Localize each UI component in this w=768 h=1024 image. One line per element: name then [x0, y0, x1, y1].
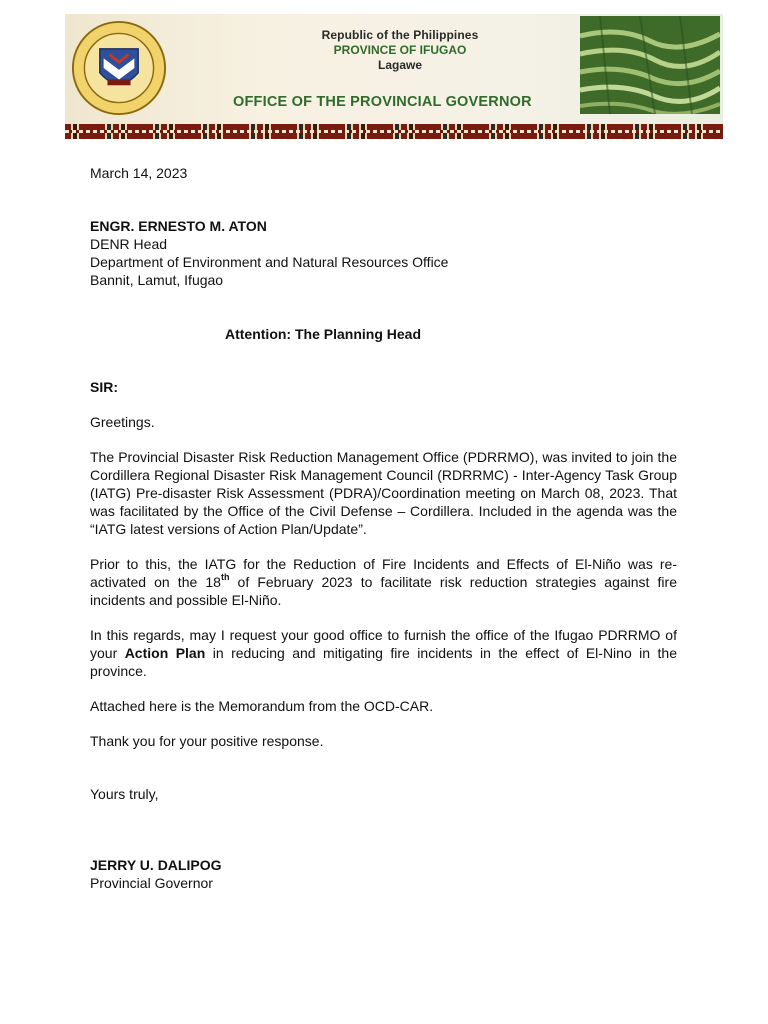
recipient-address: Bannit, Lamut, Ifugao — [90, 272, 224, 288]
letterhead — [65, 14, 723, 140]
letterhead-text — [235, 28, 565, 72]
ordinal-suffix: th — [220, 572, 230, 583]
paragraph-5: Thank you for your positive response. — [90, 733, 324, 749]
province-line: PROVINCE OF IFUGAO — [333, 43, 467, 57]
tribal-pattern-border — [65, 124, 723, 139]
republic-line: Republic of the Philippines — [321, 28, 479, 42]
paragraph-1: The Provincial Disaster Risk Reduction Management Office (PDRRMO), was invited to join the Cordillera Regional Disaster Risk Management Council (RDRRMC) - Inter-Agency Task Group (IATG) Pre-disaster Risk Assessment (PDRA)/Coordination meeting on March 08, 2023. That was facilitated by the Office of the Civil Defense – Cordillera. Included in the agenda was the “IATG latest versions of Action Plan/Update”. — [90, 449, 677, 537]
paragraph-4: Attached here is the Memorandum from the OCD-CAR. — [90, 698, 434, 714]
letter-date: March 14, 2023 — [90, 165, 188, 181]
recipient-name: ENGR. ERNESTO M. ATON — [90, 218, 267, 234]
closing: Yours truly, — [90, 786, 159, 802]
letter-body — [90, 164, 677, 892]
paragraph-2 — [90, 555, 677, 609]
paragraph-2-part-a: Prior to this, the IATG for the Reduction of Fire Incidents and Effects of El-Niño was re-activated on the 18 — [90, 556, 677, 590]
paragraph-2-part-b: of February 2023 to facilitate risk reduction strategies against fire incidents and possible El-Niño. — [90, 574, 677, 608]
provincial-seal-logo — [71, 20, 167, 116]
rice-terraces-photo — [580, 16, 720, 114]
attention-line: Attention: The Planning Head — [225, 326, 421, 342]
greeting: Greetings. — [90, 414, 155, 430]
office-title: OFFICE OF THE PROVINCIAL GOVERNOR — [233, 94, 532, 110]
paragraph-3-part-b: in reducing and mitigating fire incidents in the effect of El-Nino in the province. — [90, 645, 677, 679]
salutation: SIR: — [90, 379, 118, 395]
recipient-block — [90, 217, 677, 289]
recipient-title: DENR Head — [90, 236, 168, 252]
action-plan-emphasis: Action Plan — [124, 645, 206, 661]
paragraph-3 — [90, 626, 677, 680]
town-line: Lagawe — [377, 58, 422, 72]
signatory-name: JERRY U. DALIPOG — [90, 857, 222, 873]
signatory-title: Provincial Governor — [90, 875, 213, 891]
recipient-office: Department of Environment and Natural Resources Office — [90, 254, 449, 270]
paragraph-3-part-a: In this regards, may I request your good office to furnish the office of the Ifugao PDRRMO of your — [90, 627, 677, 661]
